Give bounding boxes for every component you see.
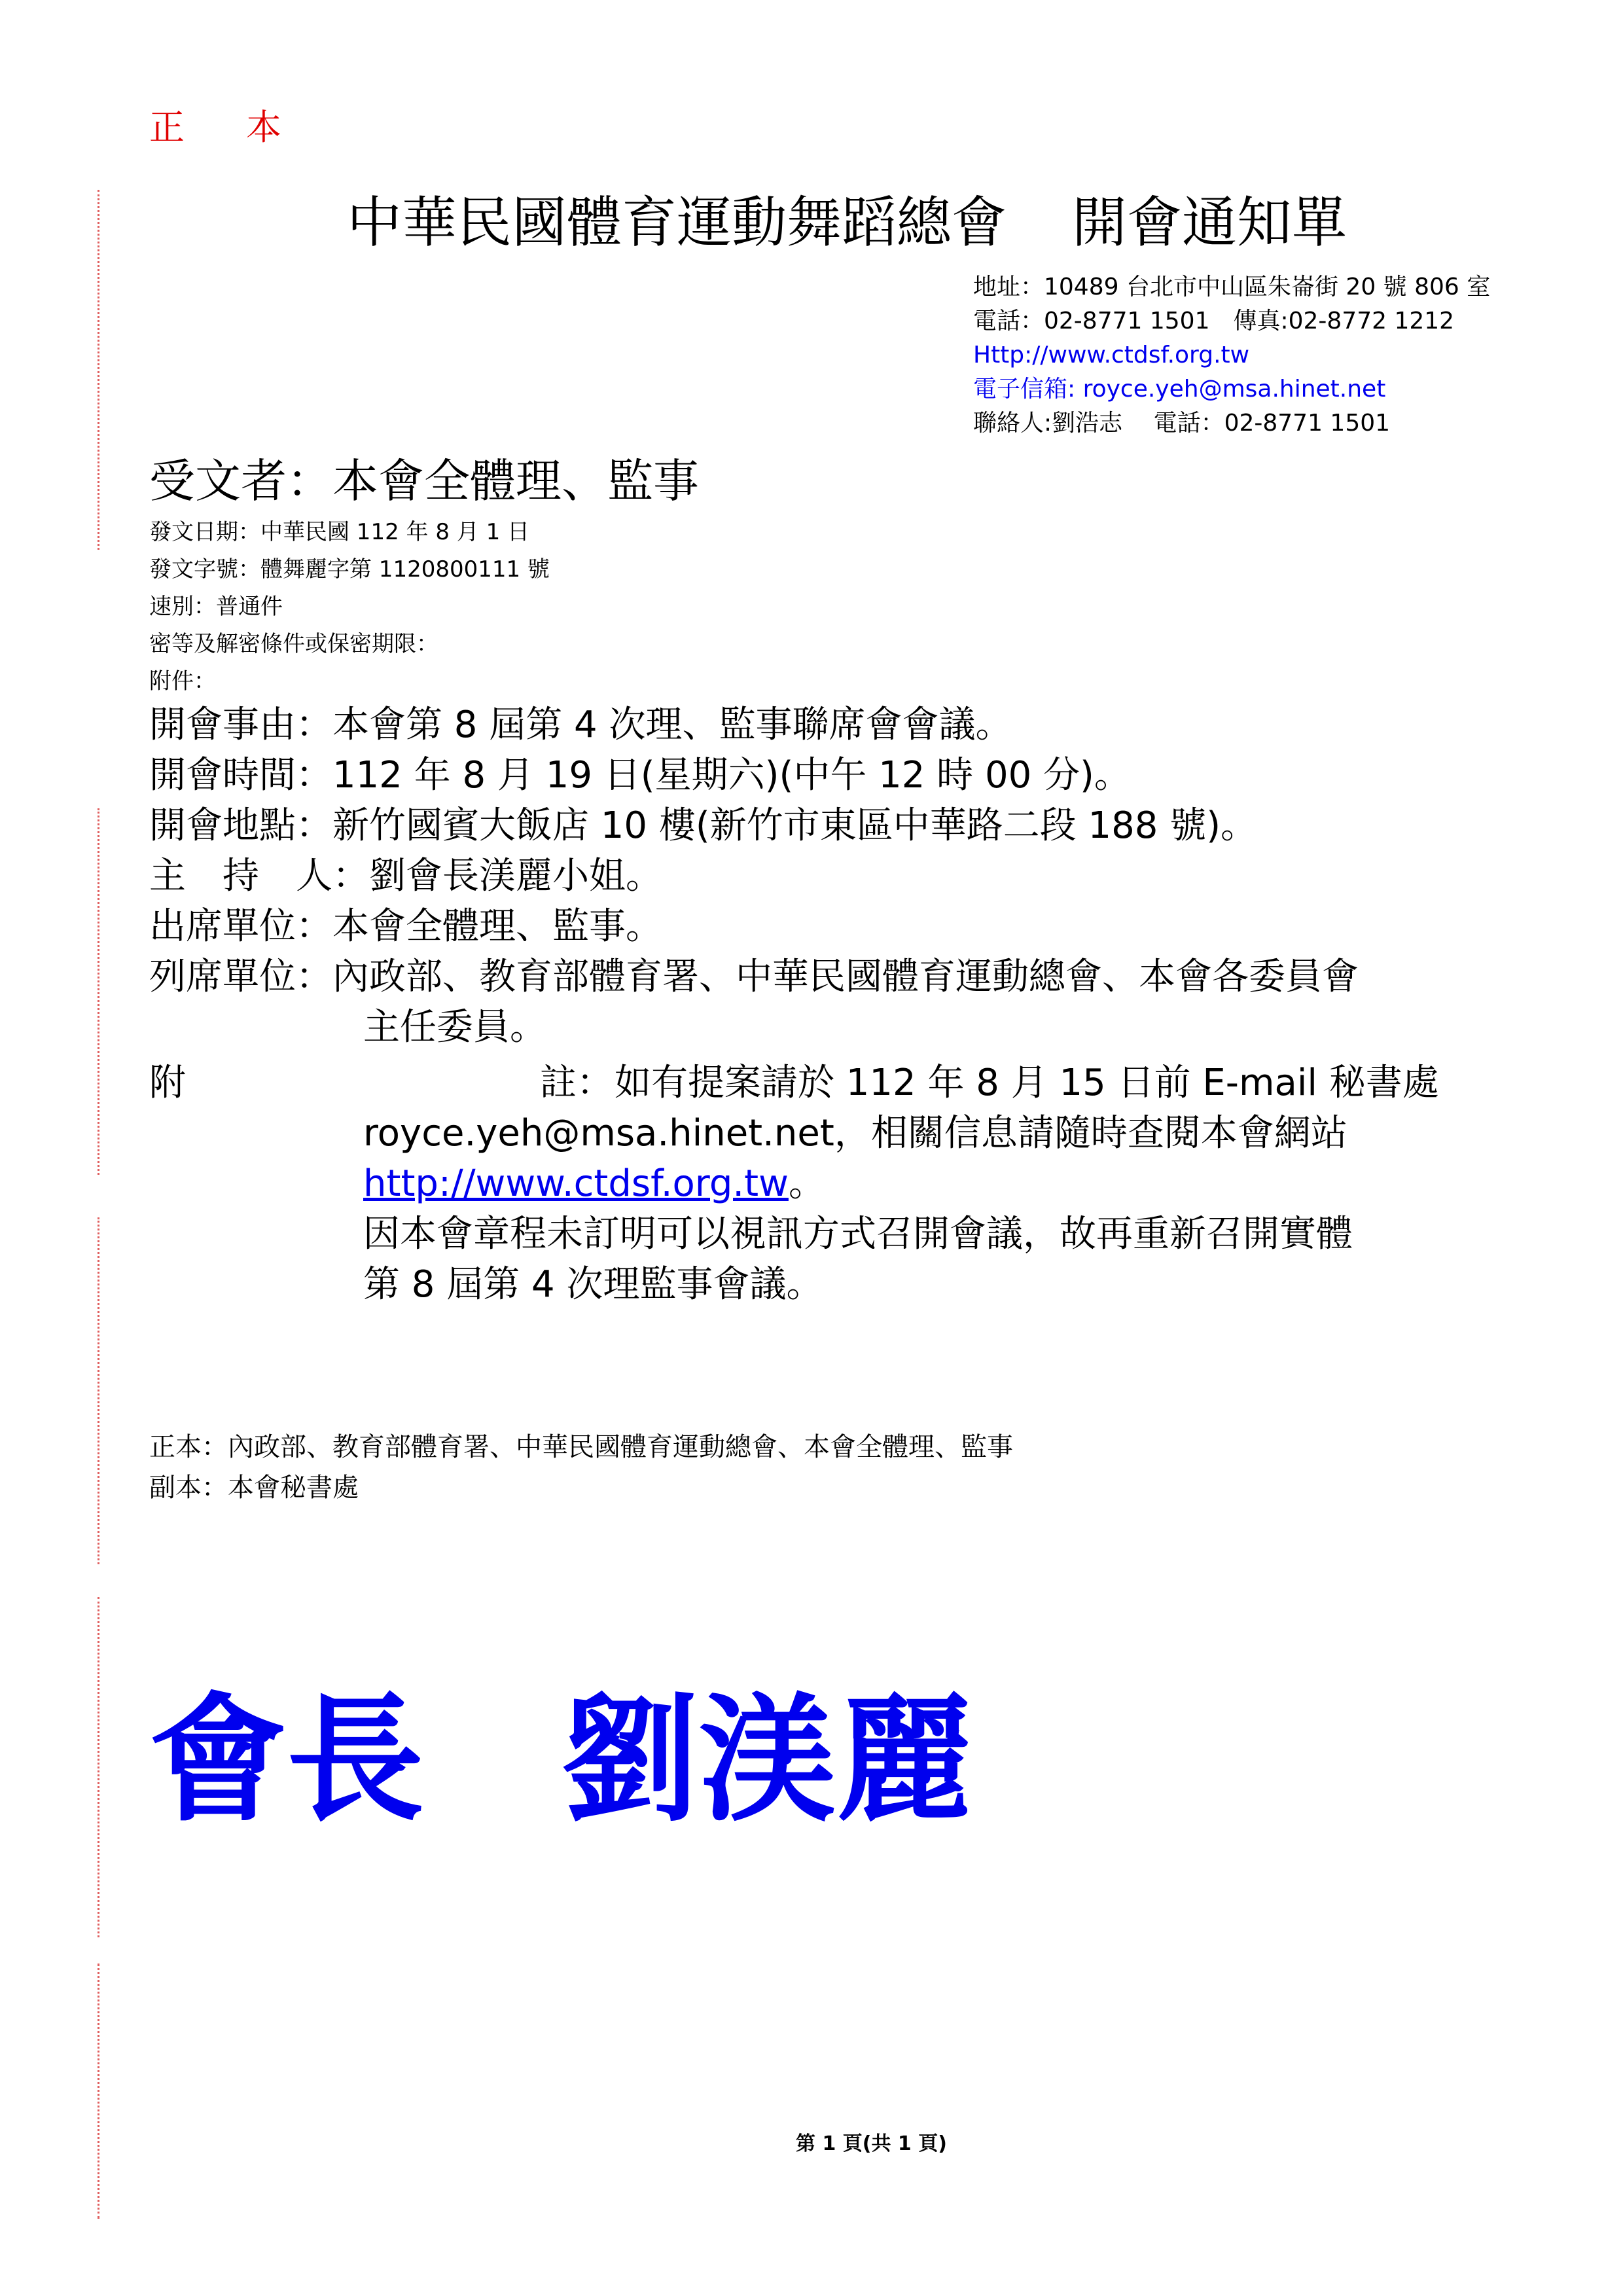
meeting-place-label: 開會地點：: [149, 804, 332, 847]
observers-row: [149, 952, 1359, 1003]
attendees-row: [149, 902, 1359, 952]
meeting-reason-label: 開會事由：: [149, 704, 332, 746]
meeting-place: 新竹國賓大飯店 10 樓(新竹市東區中華路二段 188 號)。: [332, 804, 1258, 847]
website-link[interactable]: http://www.ctdsf.org.tw: [363, 1162, 789, 1205]
observers-row-cont: [149, 1003, 1359, 1058]
attachment: 附件：: [149, 668, 216, 694]
contact-block: [973, 270, 1490, 440]
binding-margin-line-1: [98, 190, 99, 550]
organization-name: 中華民國體育運動舞蹈總會: [347, 190, 1007, 255]
note-label-second: 註：: [540, 1062, 613, 1104]
note-line-1: 如有提案請於 112 年 8 月 15 日前 E-mail 秘書處: [615, 1062, 1439, 1104]
note-row-4: [149, 1210, 1359, 1260]
copies: [149, 1427, 1013, 1508]
main-copy-recipients: 正本：內政部、教育部體育署、中華民國體育運動總會、本會全體理、監事: [149, 1432, 1013, 1462]
meeting-time: 112 年 8 月 19 日(星期六)(中午 12 時 00 分)。: [332, 754, 1131, 797]
binding-margin-line-3: [98, 1217, 99, 1564]
note-line-4: 因本會章程未訂明可以視訊方式召開會議，故再重新召開實體: [363, 1213, 1353, 1255]
note-row: [149, 1058, 1439, 1109]
binding-margin-line-5: [98, 1964, 99, 2219]
note-row-2: [149, 1109, 1359, 1159]
email[interactable]: 電子信箱: royce.yeh@msa.hinet.net: [973, 376, 1386, 403]
observers-label: 列席單位：: [149, 956, 332, 998]
recipient-label: 受文者：: [149, 454, 332, 508]
document-meta: [149, 514, 550, 700]
website[interactable]: Http://www.ctdsf.org.tw: [973, 342, 1250, 368]
note-link-suffix: 。: [788, 1162, 825, 1205]
page-number-footer: 第 1 頁(共 1 頁): [796, 2132, 947, 2155]
meeting-time-row: [149, 751, 1359, 801]
attendees-label: 出席單位：: [149, 905, 332, 948]
secrecy-level: 密等及解密條件或保密期限：: [149, 631, 438, 657]
original-copy-stamp: 正 本: [149, 107, 294, 148]
note-row-3: [149, 1159, 1359, 1210]
meeting-chair-row: [149, 852, 1359, 902]
attendees: 本會全體理、監事。: [332, 905, 662, 948]
recipient-value: 本會全體理、監事: [332, 454, 699, 508]
binding-margin-line-2: [98, 808, 99, 1175]
note-row-5: [149, 1260, 1359, 1310]
chairman-signature: 會長 劉渼麗: [149, 1680, 974, 1840]
meeting-place-row: [149, 801, 1359, 852]
contact-person: 聯絡人:劉浩志 電話：02-8771 1501: [973, 410, 1391, 437]
cc-recipients: 副本：本會秘書處: [149, 1473, 359, 1503]
meeting-reason-row: [149, 700, 1359, 751]
observers-line-1: 內政部、教育部體育署、中華民國體育運動總會、本會各委員會: [332, 956, 1359, 998]
phone-fax: 電話：02-8771 1501 傳真:02-8772 1212: [973, 308, 1455, 334]
issue-number: 發文字號：體舞麗字第 1120800111 號: [149, 556, 550, 583]
document-title: [347, 187, 1347, 259]
recipient: [149, 452, 699, 511]
issue-date: 發文日期：中華民國 112 年 8 月 1 日: [149, 519, 530, 545]
meeting-chair: 劉會長渼麗小姐。: [369, 855, 662, 897]
note-line-2: royce.yeh@msa.hinet.net，相關信息請隨時查閱本會網站: [363, 1112, 1347, 1155]
note-label-first: 附: [149, 1062, 186, 1104]
document-type: 開會通知單: [1072, 190, 1347, 255]
speed-class: 速別：普通件: [149, 594, 283, 620]
meeting-details: [149, 700, 1439, 1310]
meeting-reason: 本會第 8 屆第 4 次理、監事聯席會會議。: [332, 704, 1012, 746]
address: 地址：10489 台北市中山區朱崙街 20 號 806 室: [973, 274, 1491, 300]
meeting-chair-label: 主 持 人：: [149, 855, 369, 897]
observers-line-2: 主任委員。: [363, 1006, 546, 1049]
note-line-5: 第 8 屆第 4 次理監事會議。: [363, 1263, 823, 1306]
binding-margin-line-4: [98, 1597, 99, 1937]
meeting-time-label: 開會時間：: [149, 754, 332, 797]
